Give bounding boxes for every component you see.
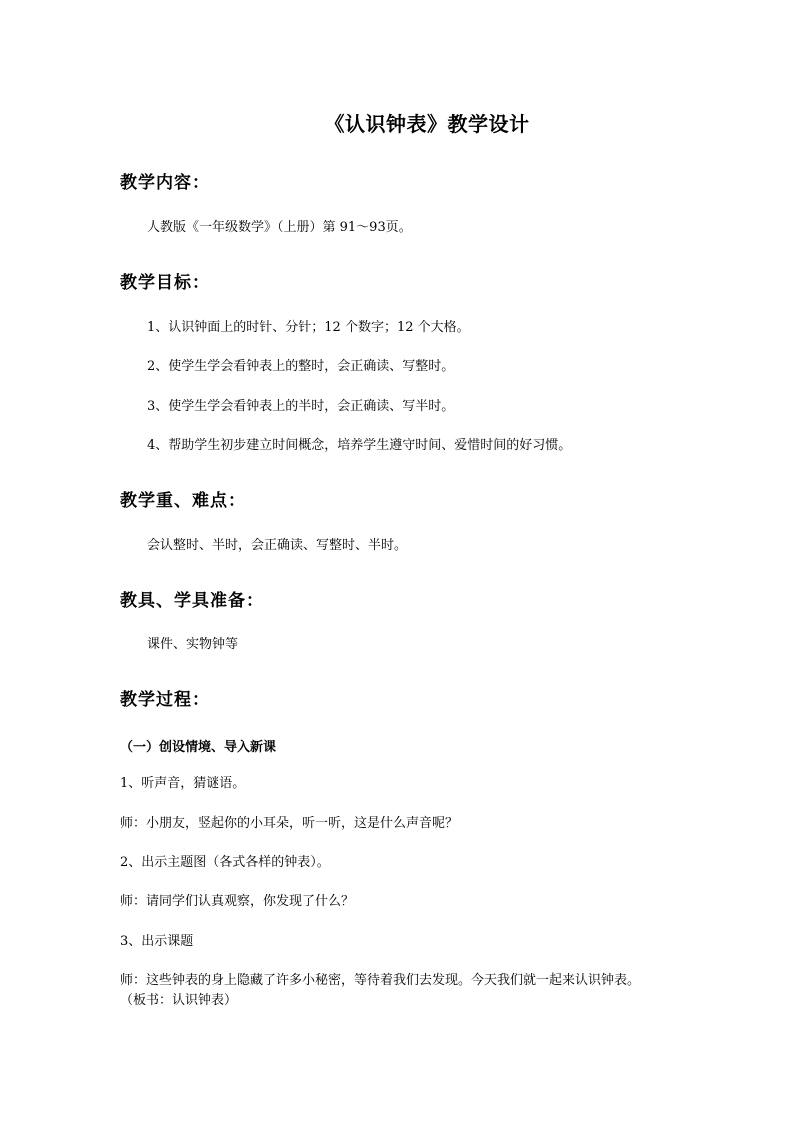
key-points-text: 会认整时、半时，会正确读、写整时、半时。 <box>147 538 408 553</box>
process-line-2: 师：小朋友，竖起你的小耳朵，听一听，这是什么声音呢？ <box>120 816 459 831</box>
goal-item-2: 2、使学生学会看钟表上的整时，会正确读、写整时。 <box>147 359 455 374</box>
heading-key-points: 教学重、难点： <box>120 491 246 511</box>
process-line-3: 2、出示主题图（各式各样的钟表）。 <box>120 855 330 870</box>
process-subheading: （一）创设情境、导入新课 <box>120 740 277 755</box>
process-line-4: 师：请同学们认真观察，你发现了什么？ <box>120 894 355 909</box>
process-line-1: 1、听声音，猜谜语。 <box>120 776 246 791</box>
goal-item-3: 3、使学生学会看钟表上的半时，会正确读、写半时。 <box>147 399 455 414</box>
goal-item-4: 4、帮助学生初步建立时间概念，培养学生遵守时间、爱惜时间的好习惯。 <box>147 438 572 453</box>
heading-content: 教学内容： <box>120 173 210 193</box>
process-line-5: 3、出示课题 <box>120 934 194 949</box>
goal-item-1: 1、认识钟面上的时针、分针；12 个数字；12 个大格。 <box>147 320 470 335</box>
heading-goals: 教学目标： <box>120 273 210 293</box>
content-text: 人教版《一年级数学》（上册）第 91～93页。 <box>147 220 412 235</box>
materials-text: 课件、实物钟等 <box>147 637 239 652</box>
heading-materials: 教具、学具准备： <box>120 591 264 611</box>
process-line-7: （板书：认识钟表） <box>120 993 238 1008</box>
document-title: 《认识钟表》教学设计 <box>324 112 530 136</box>
process-line-6: 师：这些钟表的身上隐藏了许多小秘密，等待着我们去发现。今天我们就一起来认识钟表。 <box>120 973 641 988</box>
heading-process: 教学过程： <box>120 690 210 710</box>
